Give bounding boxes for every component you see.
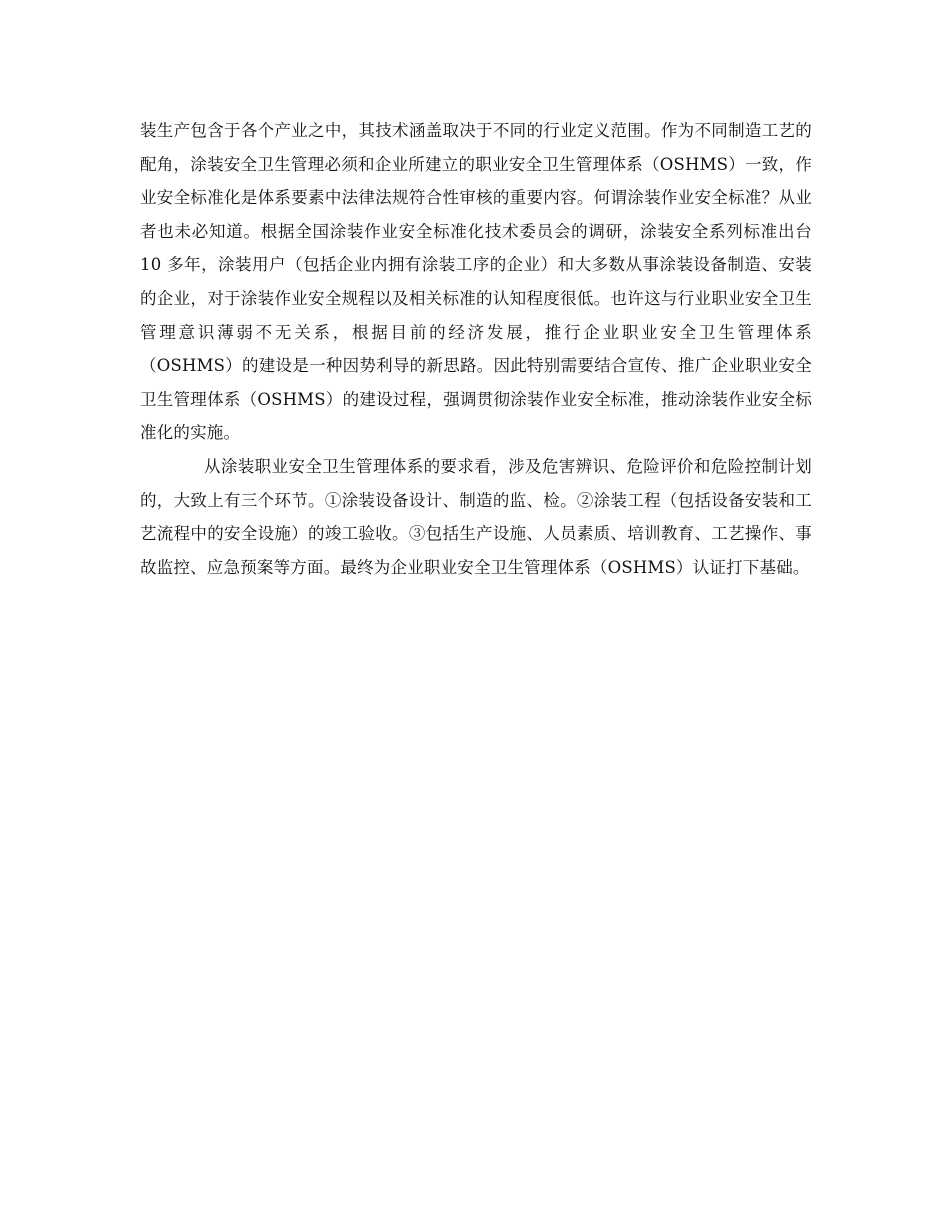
paragraph-requirements: 从涂装职业安全卫生管理体系的要求看，涉及危害辨识、危险评价和危险控制计划的，大致上有三个环节。①涂装设备设计、制造的监、检。②涂装工程（包括设备安装和工艺流程中的安全设施）的竣工验收。③包括生产设施、人员素质、培训教育、工艺操作、事故监控、应急预案等方面。最终为企业职业安全卫生管理体系（OSHMS）认证打下基础。 — [140, 456, 812, 577]
document-body — [140, 114, 812, 584]
paragraph-continued: 装生产包含于各个产业之中，其技术涵盖取决于不同的行业定义范围。作为不同制造工艺的配角，涂装安全卫生管理必须和企业所建立的职业安全卫生管理体系（OSHMS）一致，作业安全标准化是体系要素中法律法规符合性审核的重要内容。何谓涂装作业安全标准？从业者也未必知道。根据全国涂装作业安全标准化技术委员会的调研，涂装安全系列标准出台 10 多年，涂装用户（包括企业内拥有涂装工序的企业）和大多数从事涂装设备制造、安装的企业，对于涂装作业安全规程以及相关标准的认知程度很低。也许这与行业职业安全卫生管理意识薄弱不无关系，根据目前的经济发展，推行企业职业安全卫生管理体系（OSHMS）的建设是一种因势利导的新思路。因此特别需要结合宣传、推广企业职业安全卫生管理体系（OSHMS）的建设过程，强调贯彻涂装作业安全标准，推动涂装作业安全标准化的实施。 — [140, 121, 812, 443]
